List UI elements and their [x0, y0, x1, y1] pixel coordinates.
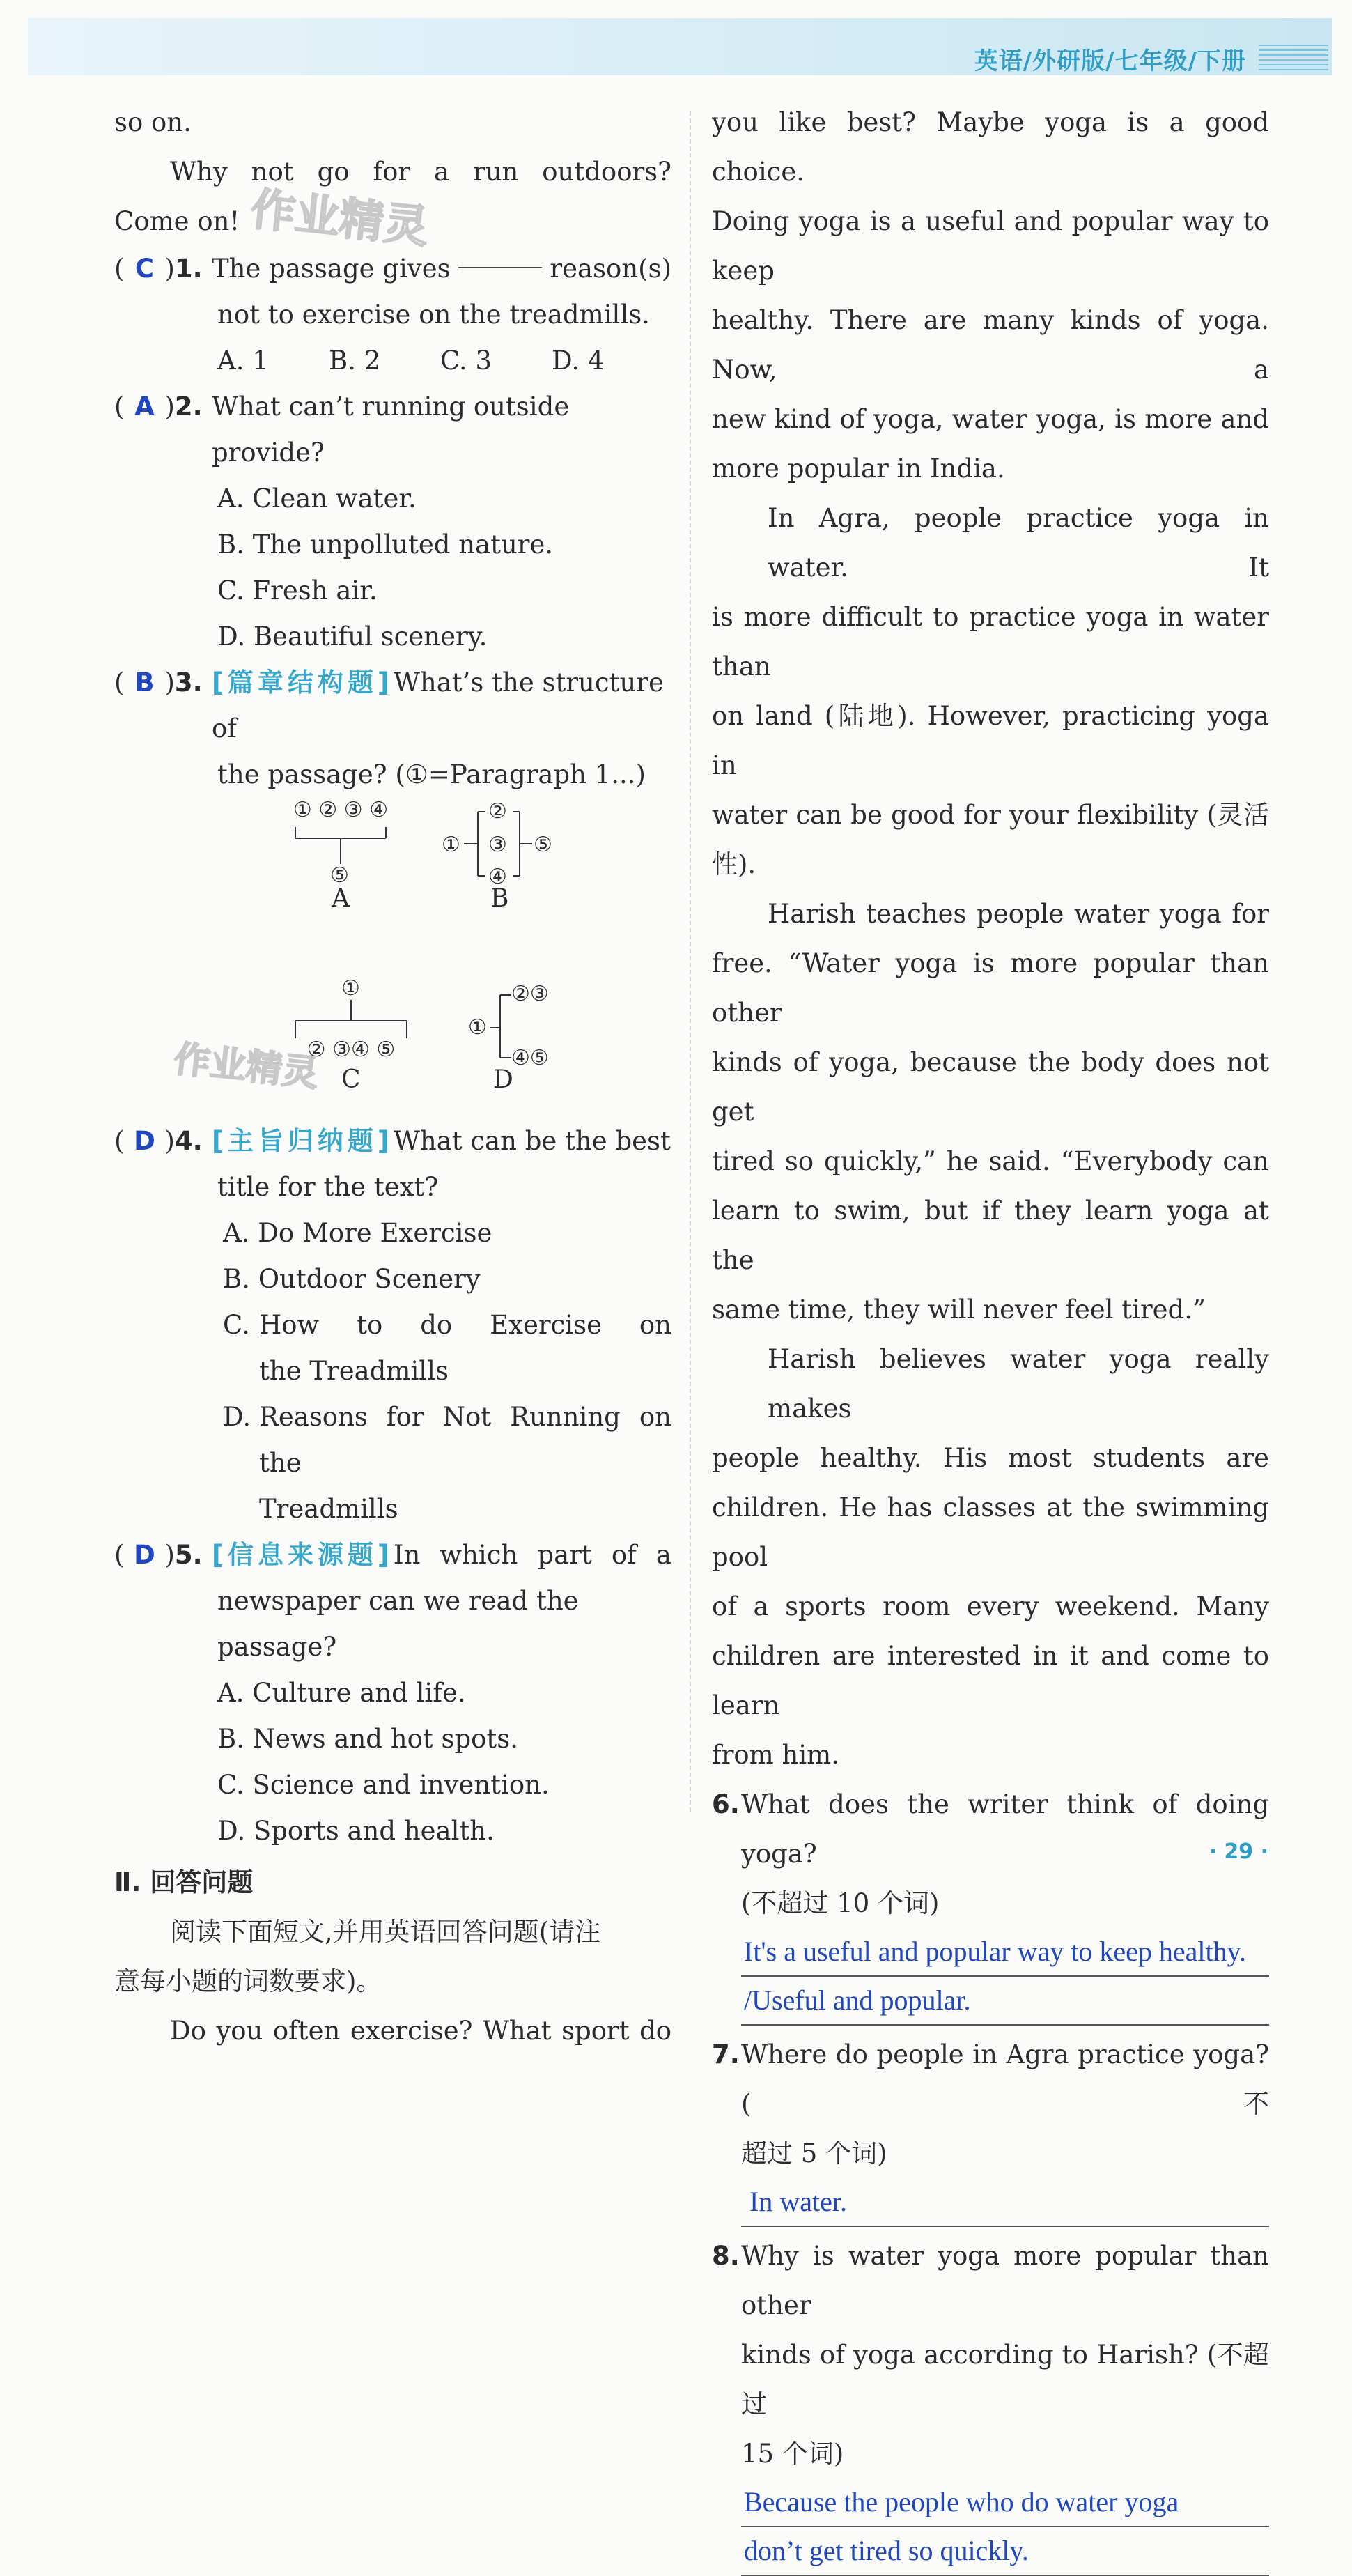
diagram-a-top: ① ② ③ ④ [293, 798, 389, 822]
header [974, 38, 1328, 79]
question-text: Where do people in Agra practice yoga? (不 [741, 2039, 1269, 2119]
passage-line: people healthy. His most students are [712, 1443, 1269, 1473]
section-heading: Ⅱ. 回答问题 [114, 1867, 254, 1897]
question-text: What does the writer think of doing yoga? [741, 1789, 1269, 1869]
question-tag: [信息来源题] [212, 1540, 394, 1570]
diagram-b-mid: ② [488, 799, 507, 824]
question-text: 15 个词) [741, 2439, 844, 2469]
passage-line: learn to swim, but if they learn yoga at the [712, 1196, 1269, 1275]
option[interactable]: B. Outdoor Scenery [223, 1264, 481, 1294]
passage-line: healthy. There are many kinds of yoga. Now, a [712, 305, 1269, 385]
structure-diagrams [281, 798, 671, 1118]
question-number: 6. [712, 1789, 740, 1819]
passage-paragraph [712, 1334, 1269, 1780]
diagram-b-mid: ④ [488, 865, 507, 889]
left-column [114, 98, 671, 2056]
question-text: What can be the best [393, 1126, 671, 1156]
question-text: 超过 5 个词) [741, 2138, 887, 2168]
question-text: kinds of yoga according to Harish? (不超过 [741, 2340, 1269, 2419]
question-text: What’s the structure of [212, 668, 664, 743]
passage-line: free. “Water yoga is more popular than other [712, 948, 1269, 1028]
passage-line: on land (陆地). However, practicing yoga in [712, 701, 1269, 780]
question-tag: [篇章结构题] [212, 668, 394, 697]
passage-line: from him. [712, 1740, 840, 1770]
passage-line: same time, they will never feel tired.” [712, 1295, 1206, 1325]
passage-text: Why not go for a run outdoors? [170, 157, 671, 187]
question-5: ( D )5. [信息来源题] In which part of a newspaper can we read the passage? A. Culture and life. B. News and hot spots. C. Science and invention. D. Sports and health. [114, 1532, 671, 1854]
passage-line: is more difficult to practice yoga in water than [712, 602, 1269, 681]
question-number: 1. [174, 254, 203, 284]
question-number: 7. [712, 2039, 740, 2069]
option[interactable]: C. Science and invention. [217, 1770, 550, 1800]
question-number: 8. [712, 2241, 740, 2271]
option-text: the Treadmills [259, 1356, 449, 1386]
passage-paragraph [712, 493, 1269, 889]
question-text: In which part of a [393, 1540, 671, 1570]
answer-5: D [134, 1540, 155, 1570]
question-2: ( A )2. What can’t running outside provide? A. Clean water. B. The unpolluted nature. C. Fresh air. D. Beautiful scenery. [114, 384, 671, 660]
option[interactable]: A. Do More Exercise [223, 1218, 492, 1248]
passage-line: of a sports room every weekend. Many [712, 1591, 1269, 1621]
option[interactable]: B. News and hot spots. [217, 1724, 519, 1754]
passage-line: water can be good for your flexibility (灵活 [712, 800, 1269, 830]
question-7 [712, 2030, 1269, 2227]
diagram-c-bottom: ② ③④ ⑤ [306, 1038, 396, 1062]
passage-line: 性). [712, 849, 756, 879]
option[interactable]: B. 2 [329, 346, 381, 376]
diagram-d-bottom: ④⑤ [511, 1046, 549, 1070]
diagram-c-top: ① [341, 976, 360, 1001]
passage-paragraph [712, 889, 1269, 1334]
passage-line: Doing yoga is a useful and popular way to keep [712, 206, 1269, 286]
answer-line[interactable]: It's a useful and popular way to keep healthy. [741, 1928, 1269, 1977]
option-text: Reasons for Not Running on the [259, 1402, 671, 1478]
question-number: 5. [174, 1540, 203, 1570]
option[interactable]: D. Sports and health. [217, 1816, 495, 1846]
question-text: newspaper can we read the passage? [217, 1586, 579, 1662]
watermark: 作业精灵 [171, 1038, 321, 1095]
diagram-d-label: D [493, 1065, 513, 1094]
diagram-b-label: B [490, 884, 509, 913]
section-instructions: 意每小题的词数要求)。 [114, 1966, 382, 1996]
option[interactable]: C. Fresh air. [217, 576, 378, 606]
answer-3: B [134, 668, 155, 697]
header-title: 英语/外研版/七年级/下册 [974, 47, 1246, 75]
option-text: How to do Exercise on [259, 1310, 671, 1340]
answer-4: D [134, 1126, 155, 1156]
page-number: · 29 · [1209, 1840, 1268, 1864]
passage-text: Come on! [114, 206, 240, 236]
passage-line: more popular in India. [712, 454, 1005, 484]
option-text: Treadmills [259, 1494, 398, 1524]
option-letter: C. [223, 1310, 250, 1340]
option[interactable] [114, 1302, 671, 1348]
passage-line: tired so quickly,” he said. “Everybody can [712, 1146, 1269, 1176]
diagram-c-label: C [341, 1065, 361, 1094]
question-text: What can’t running outside provide? [212, 392, 570, 468]
option[interactable] [114, 1394, 671, 1486]
diagram-b-mid: ③ [488, 833, 507, 857]
answer-line[interactable]: Because the people who do water yoga [741, 2478, 1269, 2527]
option[interactable]: B. The unpolluted nature. [217, 530, 554, 560]
option[interactable]: D. 4 [552, 346, 605, 376]
passage-line: you like best? Maybe yoga is a good choice. [712, 107, 1269, 187]
options-row [114, 338, 671, 384]
option-letter: D. [223, 1402, 251, 1432]
question-text: Why is water yoga more popular than other [741, 2241, 1269, 2320]
question-1: ( C )1. The passage gives reason(s) not to exercise on the treadmills. A. 1 B. 2 C. 3 D. 4 [114, 246, 671, 384]
passage-text: Do you often exercise? What sport do [170, 2016, 671, 2046]
question-number: 3. [174, 668, 203, 697]
question-6 [712, 1780, 1269, 2026]
diagram-b-left: ① [442, 833, 460, 857]
answer-blank [458, 246, 542, 268]
question-text: (不超过 10 个词) [741, 1888, 940, 1918]
answer-2: A [134, 392, 155, 422]
option[interactable]: A. Clean water. [217, 484, 417, 514]
question-text: title for the text? [217, 1172, 439, 1202]
diagram-svg [281, 798, 671, 1118]
passage-line: kinds of yoga, because the body does not get [712, 1047, 1269, 1127]
diagram-d-top: ②③ [511, 982, 549, 1006]
question-text: not to exercise on the treadmills. [217, 300, 650, 330]
passage-text: so on. [114, 107, 192, 137]
question-text: reason(s) [550, 254, 671, 284]
question-4: ( D )4. [主旨归纳题]What can be the best title for the text? A. Do More Exercise B. Outdoor Scenery C. How to do Exercise on the Treadmills D. Reasons for Not Running on the Treadmills [114, 1118, 671, 1532]
option[interactable]: A. Culture and life. [217, 1678, 466, 1708]
section-instructions: 阅读下面短文,并用英语回答问题(请注 [170, 1917, 601, 1947]
diagram-d-left: ① [468, 1015, 487, 1040]
passage-line: new kind of yoga, water yoga, is more and [712, 404, 1269, 434]
passage-line: children are interested in it and come to learn [712, 1641, 1269, 1720]
column-divider [690, 111, 691, 1812]
option[interactable]: C. 3 [440, 346, 492, 376]
question-text: the passage? (①=Paragraph 1...) [217, 759, 646, 789]
question-3: ( B )3. [篇章结构题]What’s the structure of the passage? (①=Paragraph 1...) ① ② ③ ④ ⑤ A ① ② ③ ④ ⑤ B ① ② ③④ ⑤ C ① ②③ ④⑤ D [114, 660, 671, 1118]
question-number: 4. [174, 1126, 203, 1156]
question-8 [712, 2231, 1269, 2576]
passage-line: Harish teaches people water yoga for [768, 899, 1269, 929]
option[interactable]: A. 1 [217, 346, 269, 376]
option[interactable]: D. Beautiful scenery. [217, 622, 488, 651]
answer-line[interactable]: don’t get tired so quickly. [741, 2527, 1269, 2576]
passage-paragraph [712, 98, 1269, 493]
answer-line[interactable]: In water. [741, 2178, 1269, 2227]
right-column [712, 98, 1269, 2576]
passage-line: In Agra, people practice yoga in water. It [768, 503, 1269, 583]
passage-line: children. He has classes at the swimming pool [712, 1493, 1269, 1572]
diagram-a-label: A [332, 884, 350, 913]
question-number: 2. [174, 392, 203, 422]
question-tag: [主旨归纳题] [212, 1126, 394, 1156]
diagram-b-right: ⑤ [534, 833, 552, 857]
answer-line[interactable]: /Useful and popular. [741, 1977, 1269, 2026]
answer-1: C [134, 254, 155, 284]
passage-line: Harish believes water yoga really makes [768, 1344, 1269, 1424]
diagram-a-bottom: ⑤ [330, 863, 349, 888]
question-text: The passage gives [212, 254, 451, 284]
watermark: 作业精灵 [248, 183, 431, 254]
header-decoration [1259, 45, 1328, 72]
